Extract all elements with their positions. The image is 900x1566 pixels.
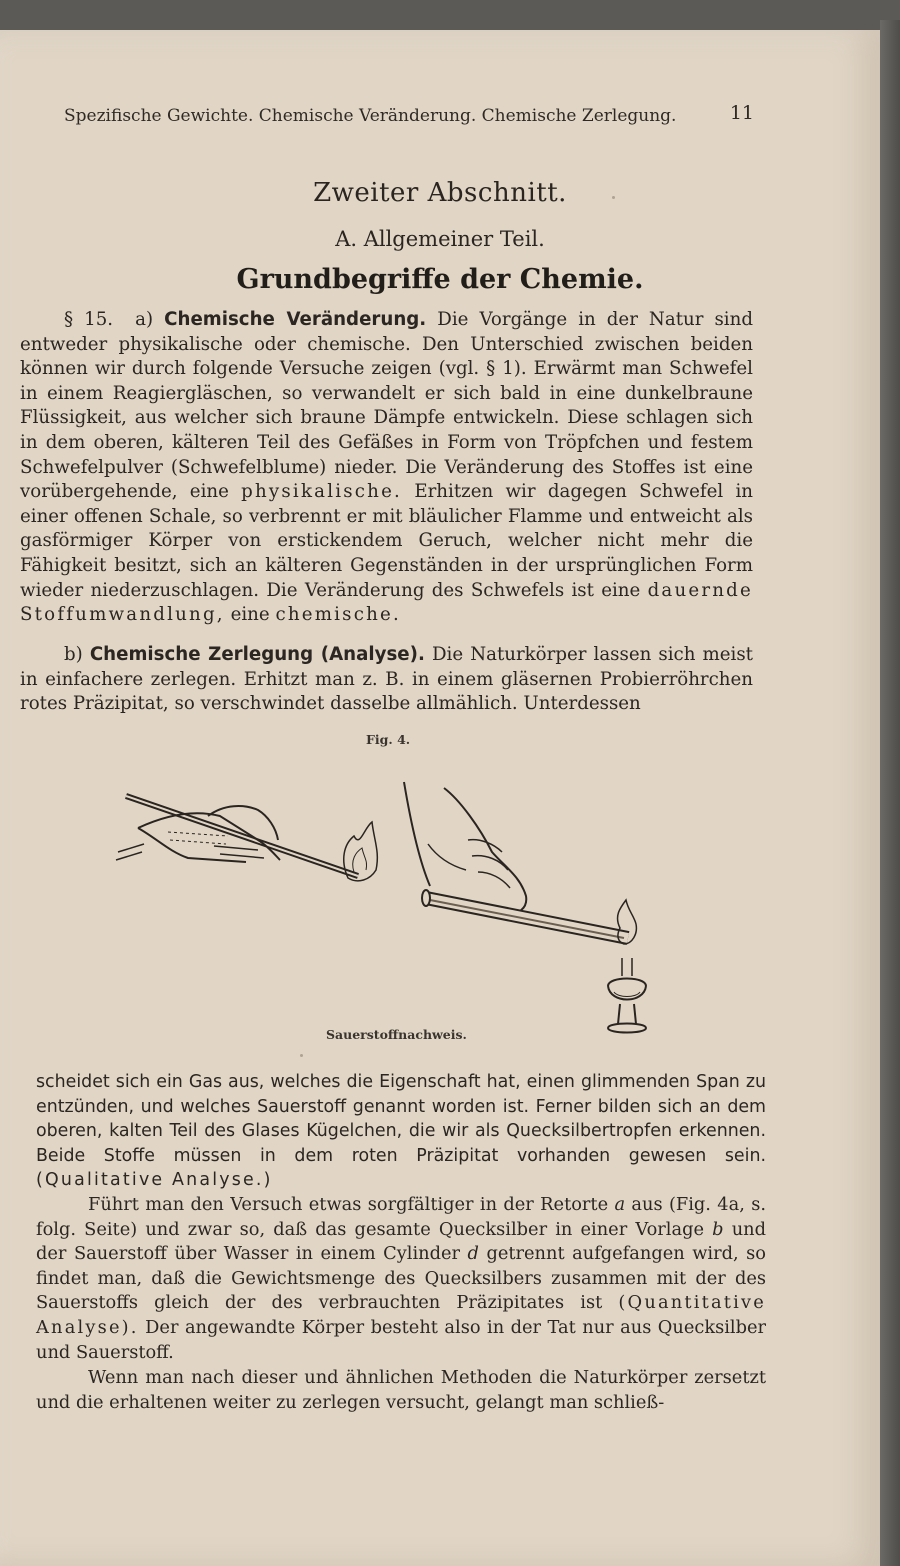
book-page <box>0 30 880 1566</box>
page-number: 11 <box>729 102 754 124</box>
subsection-label: b) <box>64 644 83 665</box>
body-text: Wenn man nach dieser und ähnlichen Methoden die Naturkörper zersetzt und die erhaltenen weiter zu zerlegen versucht, gelangt man schließ- <box>36 1367 766 1413</box>
illustration-hands-test-tube-icon <box>108 748 668 1048</box>
variable-b: b <box>712 1218 724 1240</box>
paper-spot <box>612 196 615 199</box>
variable-d: d <box>467 1243 479 1265</box>
lead-term: Chemische Veränderung. <box>164 309 427 330</box>
body-text: und der Sauerstoff über Wasser in einem Cylinder <box>36 1218 767 1265</box>
body-text: aus (Fig. 4a, s. folg. Seite) und zwar so, daß das gesamte Quecksilber in einer Vorlage <box>36 1194 766 1240</box>
body-text: scheidet sich ein Gas aus, welches die Eigenschaft hat, einen glimmenden Span zu entzünden, und welches Sauerstoff genannt worden ist. Ferner bilden sich an dem oberen, kalten Teil des Glases Kügelchen, die wir als Quecksilbertropfen erkennen. Beide Stoffe müssen in dem roten Präzipitat vorhanden gewesen sein. <box>36 1072 766 1166</box>
figure-caption: Sauerstoffnachweis. <box>326 1027 467 1042</box>
emphasis-text: physikalische. <box>241 481 403 503</box>
subsection-label: a) <box>135 309 154 330</box>
paper-spot <box>300 1054 303 1057</box>
page-edge <box>880 20 900 1566</box>
body-text: Die Vorgänge in der Natur sind entweder physikalische oder chemische. Den Unterschied zwischen beiden können wir durch folgende Versuche zeigen (vgl. § 1). Erwärmt man Schwefel in einem Reagiergläschen, so verwandelt er sich bald in eine dunkelbraune Flüssigkeit, aus welcher sich braune Dämpfe entwickeln. Diese schlagen sich in dem oberen, kälteren Teil des Gefäßes in Form von Tröpfchen und festem Schwefelpulver (Schwefelblume) nieder. Die Veränderung des Stoffes ist eine vorübergehende, eine <box>20 309 753 503</box>
body-text: Führt man den Versuch etwas sorgfältiger in der Retorte <box>88 1194 609 1215</box>
body-text: getrennt aufgefangen wird, so findet man, daß die Gewichtsmenge des Quecksilbers zusammen mit der des Sauerstoffs gleich der des verbrauchten Präzipitates ist <box>36 1243 767 1314</box>
part-heading: A. Allgemeiner Teil. <box>335 227 545 251</box>
body-text: Der angewandte Körper besteht also in der Tat nur aus Quecksilber und Sauerstoff. <box>36 1316 766 1363</box>
running-head-text: Spezifische Gewichte. Chemische Veränderung. Chemische Zerlegung. <box>64 106 677 126</box>
body-text: Die Naturkörper lassen sich meist in einfachere zerlegen. Erhitzt man z. B. in einem gläsernen Probierröhrchen rotes Präzipitat, so verschwindet dasselbe allmählich. Unterdessen <box>20 644 753 715</box>
paragraph-15b <box>20 643 753 717</box>
paragraph-quantitative <box>36 1193 766 1365</box>
paragraph-continuation <box>36 1070 766 1193</box>
emphasis-text: (Qualitative Analyse.) <box>36 1170 273 1191</box>
variable-a: a <box>614 1194 626 1215</box>
chapter-title: Grundbegriffe der Chemie. <box>236 264 644 295</box>
emphasis-text: (Quantitative Analyse). <box>36 1292 767 1338</box>
section-heading: Zweiter Abschnitt. <box>313 178 567 208</box>
paragraph-final <box>36 1366 766 1415</box>
paragraph-number: § 15. <box>64 309 114 330</box>
running-head <box>64 102 754 132</box>
body-text: eine <box>230 604 270 626</box>
emphasis-text: dauernde Stoffumwandlung, <box>20 579 753 626</box>
paragraph-15a <box>20 308 753 628</box>
body-text: Erhitzen wir dagegen Schwefel in einer offenen Schale, so verbrennt er mit bläulicher Flamme und entweicht als gasförmiger Körper von erstickendem Geruch, welcher nicht mehr die Fähigkeit besitzt, sich an kälteren Gegenständen in der ursprünglichen Form wieder niederzuschlagen. Die Veränderung des Schwefels ist eine <box>20 481 753 601</box>
emphasis-text: chemische. <box>275 604 401 626</box>
lead-term: Chemische Zerlegung (Analyse). <box>89 644 425 665</box>
figure-label: Fig. 4. <box>366 732 411 747</box>
